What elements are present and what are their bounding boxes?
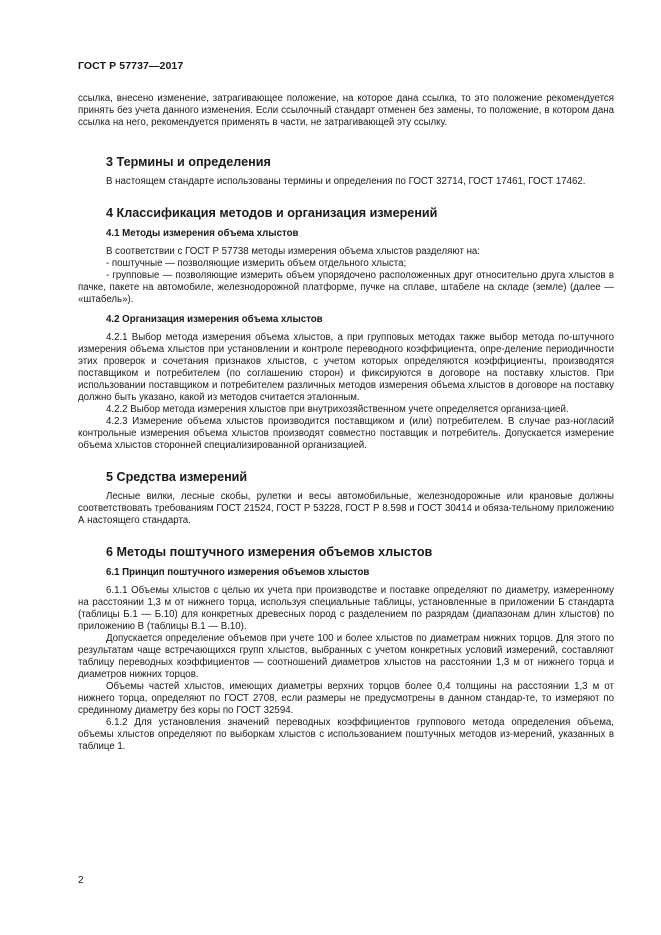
document-body bbox=[78, 93, 614, 753]
section-4-1-paragraph: В соответствии с ГОСТ Р 57738 методы измерения объема хлыстов разделяют на: bbox=[106, 246, 481, 257]
section-4-2-3-paragraph: 4.2.3 Измерение объема хлыстов производится поставщиком и (или) потребителем. В случае раз-ногласий контрольные измерения объема хлыстов производят совместно поставщик и потребитель. Допускается измерение объема хлыстов сторонней специализированной организацией. bbox=[78, 416, 614, 451]
section-4-2-title: 4.2 Организация измерения объема хлыстов bbox=[106, 314, 323, 325]
intro-paragraph: ссылка, внесено изменение, затрагивающее положение, на которое дана ссылка, то это положение рекомендуется принять без учета данного изменения. Если ссылочный стандарт отменен без замены, то положение, в котором дана ссылка на него, рекомендуется применять в части, не затрагивающей эту ссылку. bbox=[78, 93, 614, 128]
section-6-1-title: 6.1 Принцип поштучного измерения объемов хлыстов bbox=[106, 567, 370, 578]
section-3-paragraph: В настоящем стандарте использованы термины и определения по ГОСТ 32714, ГОСТ 17461, ГОСТ 17462. bbox=[106, 176, 586, 187]
section-6-1-2-paragraph: 6.1.2 Для установления значений переводных коэффициентов группового метода определения объема, объемы хлыстов определяют по выборкам хлыстов с использованием поштучных методов из-мерений, указанных в таблице 1. bbox=[78, 717, 614, 752]
section-4-2-2-paragraph: 4.2.2 Выбор метода измерения хлыстов при внутрихозяйственном учете определяется организа-цией. bbox=[106, 404, 569, 415]
page-number: 2 bbox=[78, 875, 84, 886]
section-6-1-paragraph-3: Объемы частей хлыстов, имеющих диаметры верхних торцов более 0,4 толщины на расстоянии 1,3 м от нижнего торца, определяют по ГОСТ 2708, если размеры не предусмотрены в данном стандар-те, то измеряют по срединному диаметру без коры по ГОСТ 32594. bbox=[78, 681, 614, 716]
section-4-2-1-paragraph: 4.2.1 Выбор метода измерения объема хлыстов, а при групповых методах также выбор метода по-штучного измерения объема хлыстов при установлении и контроле переводного коэффициента, опре-деление периодичности этих проверок и сочетания признаков хлыстов, с учетом которых определяются коэффициенты, производятся поставщиком и потребителем (по соглашению сторон) и фиксируются в договоре на поставку хлыстов. При использовании поставщиком и потребителем различных методов измерения объема хлыстов в договоре на поставку должно быть указано, какой из методов считается эталонным. bbox=[78, 332, 614, 403]
section-3-title: 3 Термины и определения bbox=[106, 155, 271, 169]
section-6-1-1-paragraph: 6.1.1 Объемы хлыстов с целью их учета при производстве и поставке определяют по диаметру, измеренному на расстоянии 1,3 м от нижнего торца, используя специальные таблицы, установленные в приложении Б стандарта (таблицы Б.1 — Б.10) для конкретных древесных пород с разделением по разрядам (диапазонам длин хлыстов) по приложению В (таблицы В.1 — В.10). bbox=[78, 585, 614, 632]
section-4-1-bullet-1: - поштучные — позволяющие измерить объем отдельного хлыста; bbox=[106, 258, 407, 269]
section-5-paragraph: Лесные вилки, лесные скобы, рулетки и весы автомобильные, железнодорожные или крановые должны соответствовать требованиям ГОСТ 21524, ГОСТ Р 53228, ГОСТ Р 8.598 и ГОСТ 30414 и обяза-тельному приложению А настоящего стандарта. bbox=[78, 491, 614, 526]
section-6-1-paragraph-2: Допускается определение объемов при учете 100 и более хлыстов по диаметрам нижних торцов. Для этого по результатам чаще встречающихся групп хлыстов, выбранных с учетом конкретных условий измерений, составляют таблицу переводных коэффициентов — соотношений диаметров хлыстов на расстоянии 1,3 м от нижнего торца и диаметров нижних торцов. bbox=[78, 633, 614, 680]
section-5-title: 5 Средства измерений bbox=[106, 470, 248, 484]
section-4-1-bullet-2: - групповые — позволяющие измерить объем упорядочено расположенных друг относительно друга хлыстов в пачке, пакете на автомобиле, железнодорожной платформе, пучке на сплаве, штабеле на складе (земле) (далее — «штабель»). bbox=[78, 270, 614, 305]
section-4-1-title: 4.1 Методы измерения объема хлыстов bbox=[106, 228, 299, 239]
document-id-header: ГОСТ Р 57737—2017 bbox=[78, 60, 184, 72]
section-6-title: 6 Методы поштучного измерения объемов хлыстов bbox=[106, 545, 433, 559]
section-4-title: 4 Классификация методов и организация измерений bbox=[106, 206, 438, 220]
